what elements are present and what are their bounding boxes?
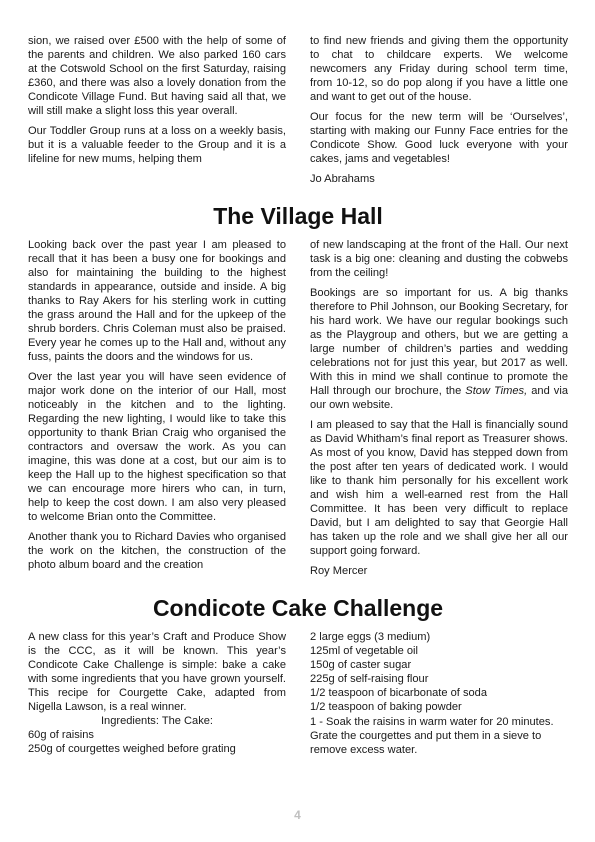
column-left <box>28 238 286 584</box>
ingredient-item: 60g of raisins <box>28 729 94 741</box>
ingredient-list <box>28 728 286 756</box>
column-left <box>28 630 286 763</box>
ingredient-item: 1/2 teaspoon of baking powder <box>310 701 462 713</box>
cake-challenge-section <box>28 630 568 763</box>
signature: Roy Mercer <box>310 565 368 577</box>
ingredient-item: 2 large eggs (3 medium) <box>310 631 431 643</box>
method-step: 1 - Soak the raisins in warm water for 20 minutes. Grate the courgettes and put them in a sieve to remove excess water. <box>310 716 554 756</box>
paragraph: Looking back over the past year I am pleased to recall that it has been a busy one for bookings and also for maintaining the building to the highest standards in appearance, outside and inside. A big thanks to Ray Akers for his sterling work in cutting the grass around the Hall and for the upkeep of the shrub borders. Chris Coleman must also be praised. Every year he comes up to the Hall and, without any fuss, paints the doors and the windows for us. <box>28 239 286 363</box>
ingredient-item: 225g of self-raising flour <box>310 673 429 685</box>
paragraph: Another thank you to Richard Davies who organised the work on the kitchen, the construction of the photo album board and the creation <box>28 531 286 571</box>
ingredient-list <box>310 630 568 714</box>
column-right <box>310 34 568 192</box>
paragraph <box>310 286 568 412</box>
ingredients-heading: Ingredients: The Cake: <box>100 715 214 727</box>
ingredient-item: 250g of courgettes weighed before grating <box>28 743 236 755</box>
ingredient-item: 1/2 teaspoon of bicarbonate of soda <box>310 687 488 699</box>
column-right <box>310 238 568 584</box>
publication-name: Stow Times, <box>465 385 528 397</box>
text-run: Bookings are so important for us. A big thanks therefore to Phil Johnson, our Booking Secretary, for his hard work. We have our regular bookings such as the Playgroup and others, but we are getting a large number of children’s parties and wedding celebrations not for just this year, but 2017 as well. With this in mind we shall continue to promote the Hall through our brochure, the <box>310 287 568 397</box>
column-left <box>28 34 286 192</box>
page <box>28 34 568 763</box>
column-right <box>310 630 568 763</box>
paragraph: Our Toddler Group runs at a loss on a weekly basis, but it is a valuable feeder to the Group and it is a lifeline for new mums, helping them <box>28 125 286 165</box>
playgroup-continued-section <box>28 34 568 192</box>
signature: Jo Abrahams <box>310 173 375 185</box>
paragraph: sion, we raised over £500 with the help of some of the parents and children. We also parked 160 cars at the Cotswold School on the first Saturday, raising £360, and there was also a lovely donation from the Condicote Village Fund. But having said all that, we will still make a slight loss this year overall. <box>28 35 286 117</box>
paragraph: Our focus for the new term will be ‘Ourselves’, starting with making our Funny Face entries for the Condicote Show. Good luck everyone with your cakes, jams and vegetables! <box>310 111 568 165</box>
ingredient-item: 125ml of vegetable oil <box>310 645 418 657</box>
paragraph: to find new friends and giving them the opportunity to chat to childcare experts. We welcome newcomers any Friday during school term time, from 10-12, so do pop along if you have a little one and want to get out of the house. <box>310 35 568 103</box>
cake-challenge-heading: Condicote Cake Challenge <box>152 595 444 621</box>
paragraph: Over the last year you will have seen evidence of major work done on the interior of our Hall, most noticeably in the kitchen and to the lighting. Regarding the new lighting, I would like to take this opportunity to thank Brian Craig who organised the contractors and oversaw the work. As you can imagine, this was done at a cost, but our aim is to keep the Hall up to the highest specification so that we can encourage more hirers who can, in turn, help to keep the cost down. I am also very pleased to welcome Brian onto the Committee. <box>28 371 286 523</box>
paragraph: I am pleased to say that the Hall is financially sound as David Whitham’s final report as Treasurer shows. As most of you know, David has stepped down from the post after ten years of dedicated work. I would like to thank him personally for his excellent work and wish him a well-earned rest from the Hall Committee. It has been very difficult to replace David, but I am delighted to say that Georgie Hall has taken up the role and we shall give her all our support going forward. <box>310 419 568 557</box>
page-number: 4 <box>294 808 301 822</box>
text-run: and via our own website. <box>310 385 568 411</box>
ingredient-item: 150g of caster sugar <box>310 659 412 671</box>
village-hall-heading: The Village Hall <box>213 203 383 229</box>
paragraph: of new landscaping at the front of the Hall. Our next task is a big one: cleaning and dusting the cobwebs from the ceiling! <box>310 239 568 279</box>
village-hall-section <box>28 238 568 584</box>
paragraph: A new class for this year’s Craft and Produce Show is the CCC, as it will be known. This year’s Condicote Cake Challenge is simple: bake a cake with some ingredients that you have grown yourself. This recipe for Courgette Cake, adapted from Nigella Lawson, is a real winner. <box>28 631 286 713</box>
